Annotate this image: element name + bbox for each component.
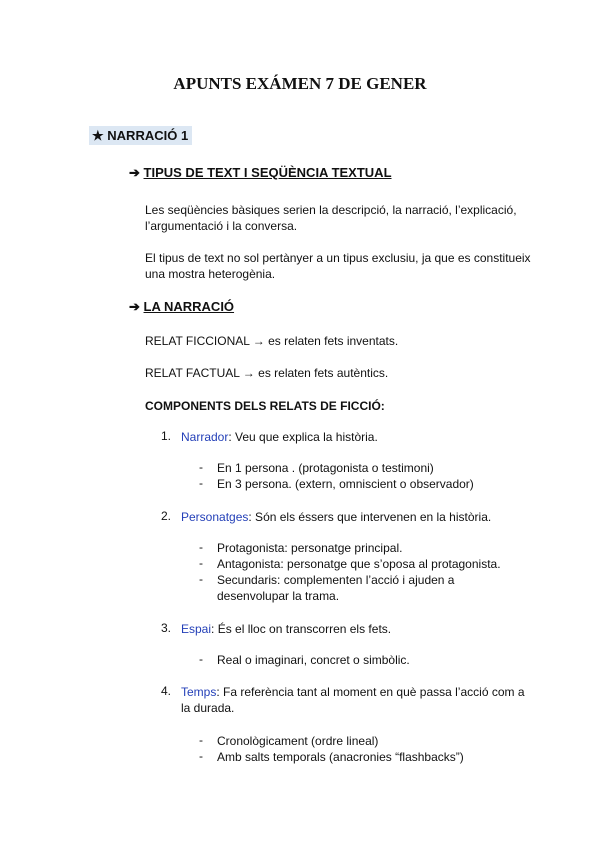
heading-tipus-de-text	[129, 165, 392, 181]
list-item-narrador	[181, 429, 541, 445]
list-number: 3.	[161, 621, 172, 635]
list-item-espai	[181, 621, 541, 637]
term-definition: : Fa referència tant al moment en què passa l’acció com a la durada.	[181, 685, 525, 715]
term-definition: : Veu que explica la història.	[228, 430, 378, 444]
arrow-icon: ➔	[129, 299, 140, 314]
list-number: 4.	[161, 684, 172, 698]
term-temps: Temps	[181, 685, 217, 699]
bullet-text: En 3 persona. (extern, omniscient o observador)	[217, 477, 474, 491]
term-definition: : És el lloc on transcorren els fets.	[211, 622, 392, 636]
term-espai: Espai	[181, 622, 212, 636]
section-heading-narracio	[89, 126, 192, 145]
components-title: COMPONENTS DELS RELATS DE FICCIÓ:	[145, 399, 385, 413]
document-title: APUNTS EXÁMEN 7 DE GENER	[173, 74, 427, 93]
bullet-text: Secundaris: complementen l’acció i ajuden a desenvolupar la trama.	[217, 573, 455, 603]
term-definition: : Són els éssers que intervenen en la història.	[248, 510, 492, 524]
list-item-personatges	[181, 509, 541, 525]
bullet-text: En 1 persona . (protagonista o testimoni)	[217, 461, 434, 475]
heading-label: TIPUS DE TEXT I SEQÜÈNCIA TEXTUAL	[143, 165, 392, 180]
bullet-text: Cronològicament (ordre lineal)	[217, 734, 379, 748]
bullet-dash: -	[199, 556, 203, 570]
bullet-text: Antagonista: personatge que s’oposa al protagonista.	[217, 557, 501, 571]
star-icon: ★	[92, 128, 104, 143]
relat-factual: RELAT FACTUAL → es relaten fets autèntics.	[145, 366, 389, 380]
paragraph-sequencies: Les seqüències bàsiques serien la descripció, la narració, l’explicació, l’argumentació i la conversa.	[145, 203, 517, 233]
paragraph-tipus: El tipus de text no sol pertànyer a un tipus exclusiu, ja que es constitueix una mostra heterogènia.	[145, 251, 531, 281]
bullet-text: Protagonista: personatge principal.	[217, 541, 403, 555]
list-number: 1.	[161, 429, 172, 443]
arrow-icon: ➔	[129, 165, 140, 180]
bullet-dash: -	[199, 652, 203, 666]
relat-ficcional: RELAT FICCIONAL → es relaten fets inventats.	[145, 334, 399, 348]
section-label: NARRACIÓ 1	[107, 128, 189, 143]
bullet-dash: -	[199, 540, 203, 554]
list-number: 2.	[161, 509, 172, 523]
term-narrador: Narrador	[181, 430, 229, 444]
bullet-dash: -	[199, 476, 203, 490]
bullet-dash: -	[199, 460, 203, 474]
heading-la-narracio	[129, 299, 234, 315]
heading-label: LA NARRACIÓ	[143, 299, 235, 314]
bullet-dash: -	[199, 572, 203, 586]
bullet-dash: -	[199, 749, 203, 763]
term-personatges: Personatges	[181, 510, 249, 524]
bullet-text: Real o imaginari, concret o simbòlic.	[217, 653, 410, 667]
bullet-dash: -	[199, 733, 203, 747]
list-item-temps	[181, 684, 526, 716]
bullet-text: Amb salts temporals (anacronies “flashbacks”)	[217, 750, 464, 764]
